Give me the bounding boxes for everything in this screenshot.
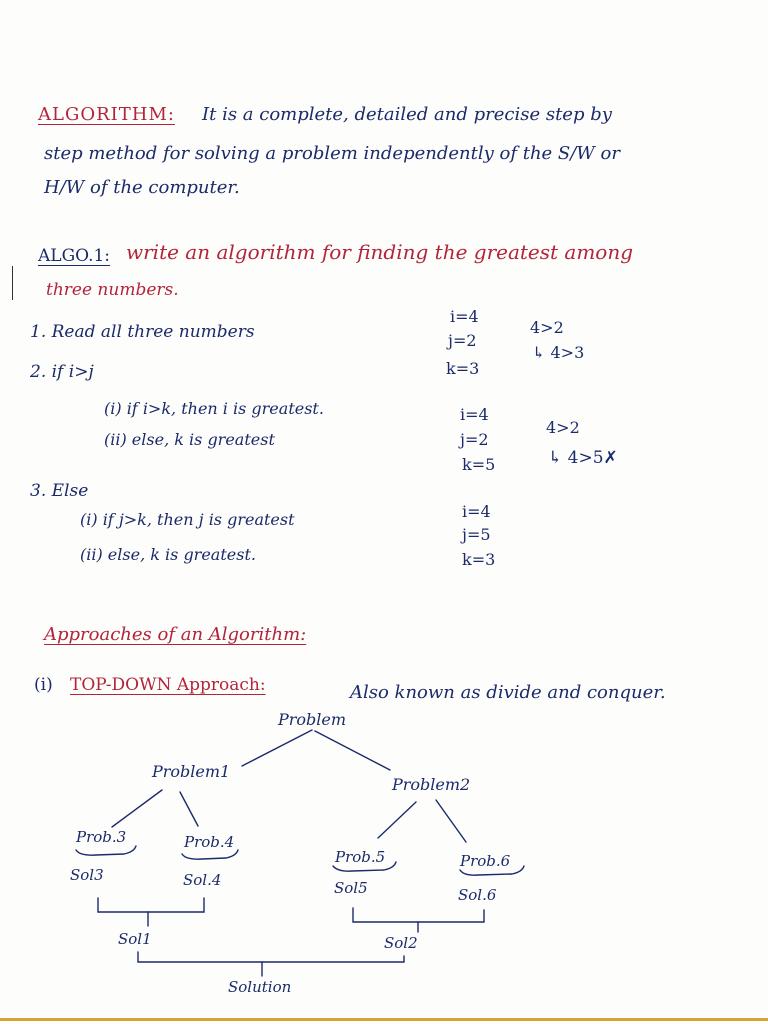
step-2-ii: (ii) else, k is greatest [104, 430, 275, 449]
topdown-title: TOP-DOWN Approach: [70, 675, 266, 695]
bracket-sol1-sol2 [138, 952, 404, 962]
edge-p2-prob6 [436, 800, 466, 842]
example-2-k: k=5 [462, 455, 496, 474]
example-3-i: i=4 [462, 502, 491, 521]
example-2-j: j=2 [460, 430, 489, 449]
example-1-check-2: ↳ 4>3 [532, 343, 585, 362]
example-1-i: i=4 [450, 307, 479, 326]
example-3-k: k=3 [462, 550, 496, 569]
edge-root-p1 [242, 730, 312, 766]
edge-p1-prob3 [112, 790, 162, 827]
tree-sol-2: Sol2 [384, 934, 418, 952]
definition-line-1: It is a complete, detailed and precise step by [202, 104, 612, 125]
tree-root: Problem [278, 710, 347, 729]
tree-sol-1: Sol1 [118, 930, 152, 948]
tree-prob-6: Prob.6 [460, 852, 511, 870]
algo1-prompt-line-2: three numbers. [46, 280, 179, 300]
step-2: 2. if i>j [30, 362, 94, 382]
approaches-heading: Approaches of an Algorithm: [44, 624, 307, 645]
example-3-j: j=5 [462, 525, 491, 544]
example-2-check-1: 4>2 [546, 418, 580, 437]
bracket-sol5-sol6 [353, 908, 484, 922]
example-2-i: i=4 [460, 405, 489, 424]
algo1-prompt-line-1: write an algorithm for finding the greatest among [126, 240, 634, 264]
algorithm-heading: ALGORITHM: [38, 104, 175, 125]
tree-sol-5: Sol5 [334, 879, 368, 897]
tree-problem-1: Problem1 [152, 762, 231, 781]
brace-prob3 [76, 846, 136, 855]
edge-root-p2 [315, 731, 390, 770]
algo1-heading: ALGO.1: [38, 246, 111, 266]
edge-p1-prob4 [180, 792, 198, 826]
brace-prob4 [182, 850, 238, 859]
example-2-check-2: ↳ 4>5✗ [548, 448, 618, 468]
step-1: 1. Read all three numbers [30, 322, 255, 342]
tree-prob-5: Prob.5 [335, 848, 386, 866]
topdown-prefix: (i) [34, 675, 53, 695]
bracket-sol3-sol4 [98, 898, 204, 912]
tree-sol-4: Sol.4 [183, 871, 222, 889]
edge-p2-prob5 [378, 802, 416, 838]
example-1-k: k=3 [446, 359, 480, 378]
page-bottom-edge [0, 1018, 768, 1021]
example-1-check-1: 4>2 [530, 318, 564, 337]
tree-problem-2: Problem2 [392, 775, 471, 794]
tree-solution: Solution [228, 978, 292, 996]
step-3-i: (i) if j>k, then j is greatest [80, 510, 295, 529]
step-3-ii: (ii) else, k is greatest. [80, 545, 256, 564]
example-1-j: j=2 [448, 331, 477, 350]
step-3: 3. Else [30, 481, 89, 501]
definition-line-2: step method for solving a problem independently of the S/W or [44, 143, 620, 164]
tree-prob-4: Prob.4 [184, 833, 235, 851]
topdown-description: Also known as divide and conquer. [350, 682, 666, 703]
tree-prob-3: Prob.3 [76, 828, 127, 846]
step-2-i: (i) if i>k, then i is greatest. [104, 399, 324, 418]
definition-line-3: H/W of the computer. [44, 177, 240, 198]
tree-sol-3: Sol3 [70, 866, 104, 884]
tree-sol-6: Sol.6 [458, 886, 497, 904]
